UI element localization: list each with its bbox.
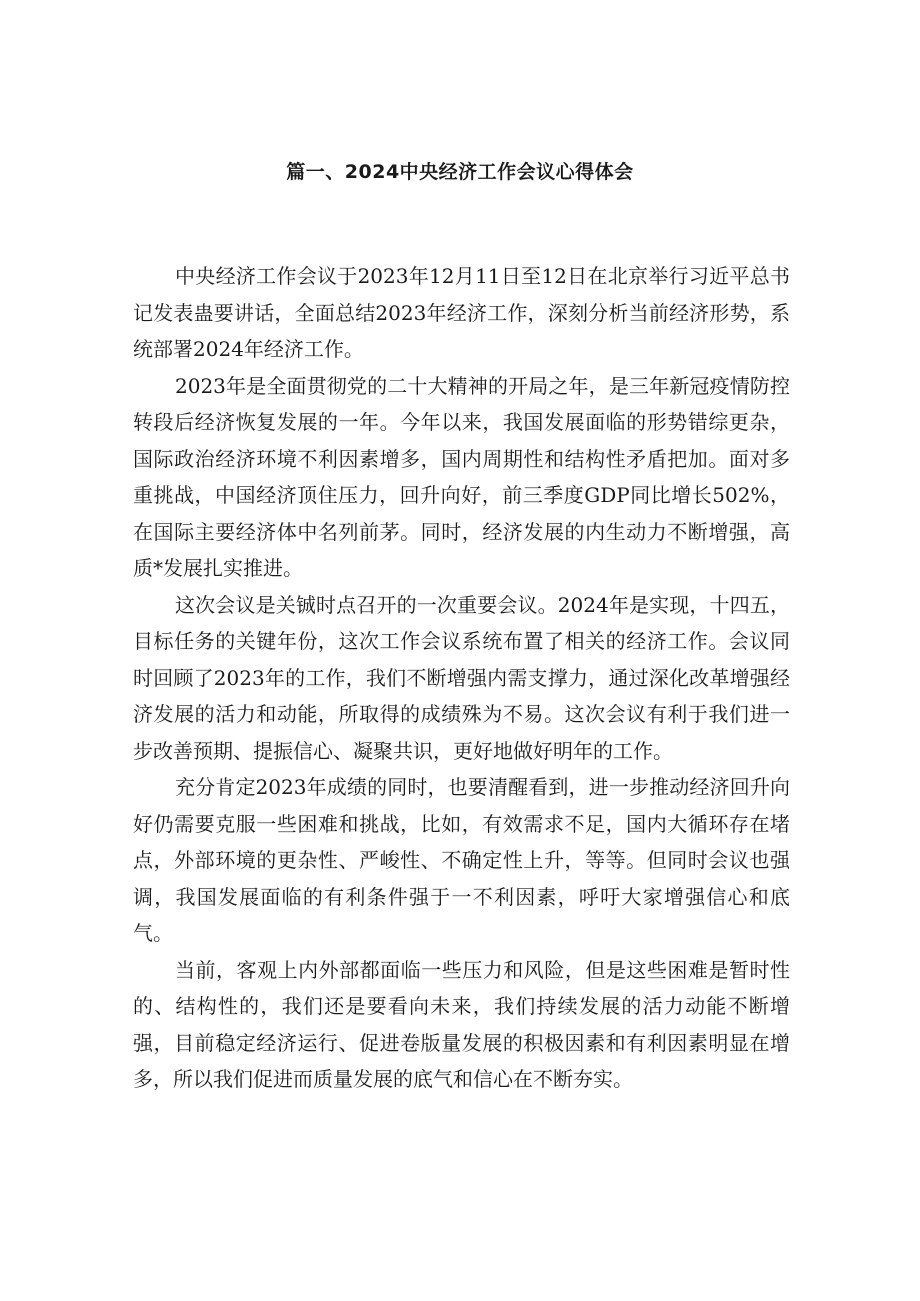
paragraph-4: 充分肯定2023年成绩的同时，也要清醒看到，进一步推动经济回升向好仍需要克服一些困难和挑战，比如，有效需求不足，国内大循环存在堵点，外部环境的更杂性、严峻性、不确定性上升，等等。但同时会议也强调，我国发展面临的有利条件强于一不利因素，呼吁大家增强信心和底气。: [133, 775, 790, 945]
paragraph-3: 这次会议是关铖时点召开的一次重要会议。2024年是实现，十四五，目标任务的关键年份，这次工作会议系统布置了相关的经济工作。会议同时回顾了2023年的工作，我们不断增强内需支撑力，通过深化改革增强经济发展的活力和动能，所取得的成绩殊为不易。这次会议有利于我们进一步改善预期、提振信心、凝聚共识，更好地做好明年的工作。: [133, 592, 790, 763]
paragraph-2: 2023年是全面贯彻党的二十大精神的开局之年，是三年新冠疫情防控转段后经济恢复发展的一年。今年以来，我国发展面临的形势错综更杂，国际政治经济环境不利因素增多，国内周期性和结构性矛盾把加。面对多重挑战，中国经济顶住压力，回升向好，前三季度GDP同比增长502%，在国际主要经济体中名列前茅。同时，经济发展的内生动力不断增强，高质*发展扎实推进。: [133, 373, 790, 580]
paragraph-1: 中央经济工作会议于2023年12月11日至12日在北京举行习近平总书记发表蛊要讲话，全面总结2023年经济工作，深刻分析当前经济形势，系统部署2024年经济工作。: [133, 264, 790, 361]
document-body: [133, 258, 790, 1098]
document-title: 篇一、2024中央经济工作会议心得体会: [286, 161, 634, 183]
paragraph-5: 当前，客观上内外部都面临一些压力和风险，但是这些困难是暂时性的、结构性的，我们还是要看向未来，我们持续发展的活力动能不断增强，目前稳定经济运行、促进卷版量发展的积极因素和有利因素明显在增多，所以我们促进而质量发展的底气和信心在不断夯实。: [133, 957, 790, 1091]
